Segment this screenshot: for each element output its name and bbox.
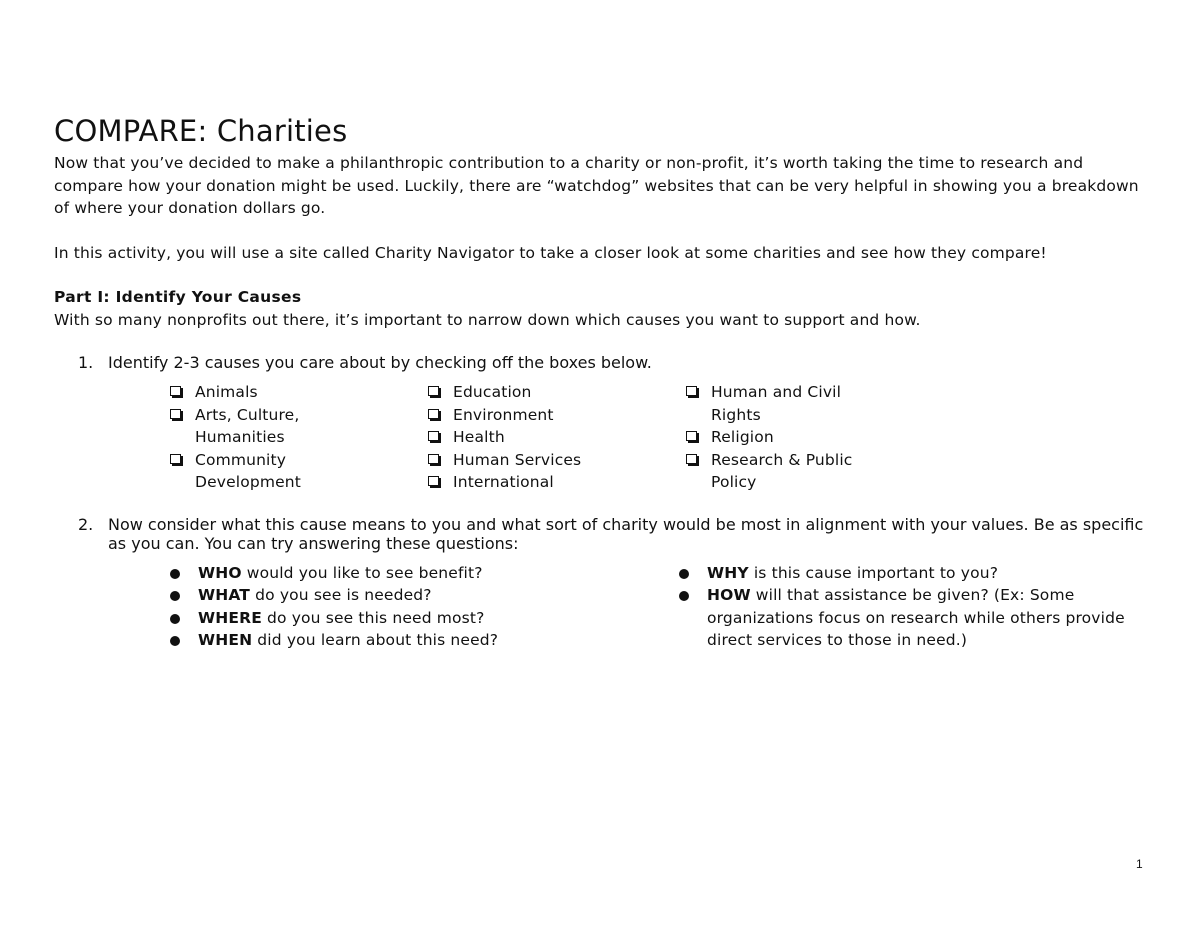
checkbox-label: Arts, Culture, Humanities <box>195 405 300 446</box>
checkbox-item-international[interactable] <box>428 471 686 494</box>
intro-paragraph-2: In this activity, you will use a site called Charity Navigator to take a closer look at some charities and see how they compare! <box>54 243 1047 262</box>
bullet-icon <box>679 591 689 601</box>
cause-checklist <box>170 381 1154 494</box>
question-who <box>170 562 679 585</box>
bullet-icon <box>170 636 180 646</box>
question-when <box>170 629 679 652</box>
question-column-left <box>170 562 679 652</box>
checkbox-item-human-civil-rights[interactable] <box>686 381 944 426</box>
checkbox-icon[interactable] <box>428 431 439 441</box>
question-text: will that assistance be given? (Ex: Some organizations focus on research while others provide direct services to those in need.) <box>707 586 1125 649</box>
question-list <box>170 562 1154 652</box>
question-text: did you learn about this need? <box>252 631 499 649</box>
bullet-icon <box>170 614 180 624</box>
checkbox-item-health[interactable] <box>428 426 686 449</box>
question-what <box>170 584 679 607</box>
checkbox-item-arts[interactable] <box>170 404 428 449</box>
question-where <box>170 607 679 630</box>
step-1-text: Identify 2-3 causes you care about by checking off the boxes below. <box>108 353 652 372</box>
checkbox-label: Research & Public Policy <box>711 450 853 491</box>
document-page <box>54 112 1154 652</box>
question-why <box>679 562 1139 585</box>
checkbox-item-environment[interactable] <box>428 404 686 427</box>
checkbox-icon[interactable] <box>170 386 181 396</box>
question-keyword: WHY <box>707 563 749 582</box>
checkbox-item-research-policy[interactable] <box>686 449 944 494</box>
question-text: is this cause important to you? <box>748 563 999 582</box>
step-2 <box>78 515 1154 553</box>
checkbox-item-human-services[interactable] <box>428 449 686 472</box>
question-keyword: WHEN <box>198 631 253 649</box>
checkbox-label: Human and Civil Rights <box>711 383 842 424</box>
question-keyword: HOW <box>707 586 751 604</box>
bullet-icon <box>170 591 180 601</box>
checkbox-icon[interactable] <box>170 409 181 419</box>
checklist-column-1 <box>170 381 428 494</box>
checkbox-icon[interactable] <box>686 431 697 441</box>
checkbox-label: Education <box>453 383 532 401</box>
checklist-column-3 <box>686 381 944 494</box>
step-2-number: 2. <box>78 514 94 534</box>
question-text: do you see this need most? <box>261 608 485 627</box>
bullet-icon <box>679 569 689 579</box>
step-1-number: 1. <box>78 353 94 372</box>
checkbox-label: International <box>453 473 554 491</box>
checkbox-item-community[interactable] <box>170 449 428 494</box>
question-keyword: WHAT <box>198 586 251 604</box>
checklist-column-2 <box>428 381 686 494</box>
question-column-right <box>679 562 1139 652</box>
checkbox-label: Community Development <box>195 450 301 491</box>
intro-paragraph-1: Now that you’ve decided to make a philanthropic contribution to a charity or non-profit, it’s worth taking the time to research and compare how your donation might be used. Luckily, there are “watchdog” websites that can be very helpful in showing you a breakdown of where your donation dollars go. <box>54 154 1139 217</box>
question-how <box>679 584 1139 652</box>
checkbox-icon[interactable] <box>428 476 439 486</box>
checkbox-label: Health <box>453 428 505 446</box>
checkbox-icon[interactable] <box>686 454 697 464</box>
checkbox-label: Environment <box>453 405 554 424</box>
part-1-description: With so many nonprofits out there, it’s important to narrow down which causes you want to support and how. <box>54 310 921 329</box>
checkbox-item-religion[interactable] <box>686 426 944 449</box>
checkbox-icon[interactable] <box>686 386 697 396</box>
checkbox-label: Animals <box>195 383 258 401</box>
checkbox-icon[interactable] <box>170 454 181 464</box>
page-number: 1 <box>1136 857 1143 871</box>
question-keyword: WHERE <box>198 608 262 627</box>
checkbox-item-animals[interactable] <box>170 381 428 404</box>
checkbox-icon[interactable] <box>428 386 439 396</box>
question-text: do you see is needed? <box>250 586 432 604</box>
step-2-text: Now consider what this cause means to you and what sort of charity would be most in alignment with your values. Be as specific as you can. You can try answering these questions: <box>108 514 1144 553</box>
checkbox-label: Religion <box>711 428 774 446</box>
checkbox-icon[interactable] <box>428 454 439 464</box>
question-text: would you like to see benefit? <box>241 563 483 582</box>
question-keyword: WHO <box>198 563 242 582</box>
bullet-icon <box>170 569 180 579</box>
step-1 <box>78 353 1154 372</box>
part-1-heading: Part I: Identify Your Causes <box>54 288 302 306</box>
checkbox-label: Human Services <box>453 450 582 469</box>
page-title: COMPARE: Charities <box>54 114 348 148</box>
checkbox-icon[interactable] <box>428 409 439 419</box>
checkbox-item-education[interactable] <box>428 381 686 404</box>
